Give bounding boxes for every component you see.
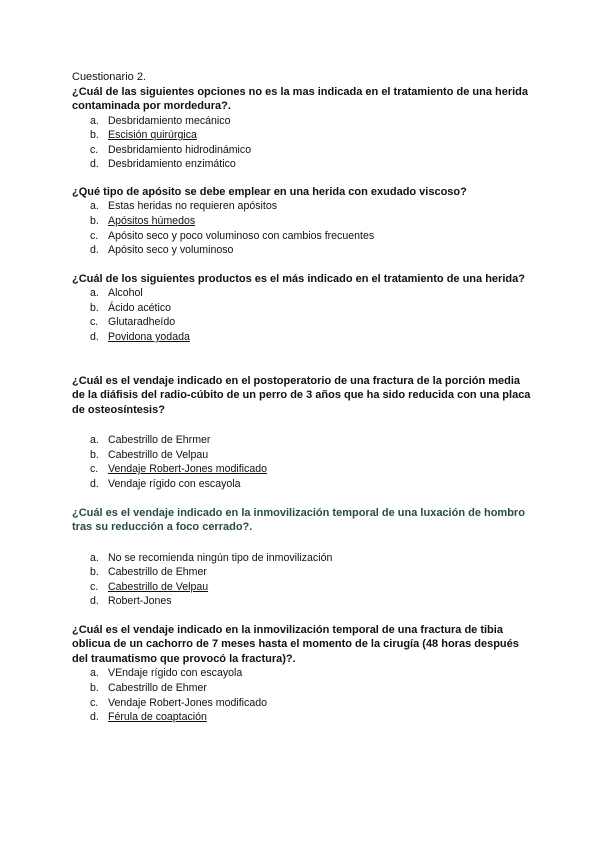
option-letter: b. bbox=[90, 129, 99, 142]
option-text: Estas heridas no requieren apósitos bbox=[108, 200, 278, 213]
option-letter: b. bbox=[90, 301, 99, 314]
question-6-options bbox=[72, 666, 532, 724]
option-text: Desbridamiento enzimático bbox=[108, 158, 236, 171]
option-letter: c. bbox=[90, 463, 99, 476]
option-letter: c. bbox=[90, 580, 99, 593]
option-text: Desbridamiento hidrodinámico bbox=[108, 143, 252, 156]
option-item bbox=[72, 157, 532, 172]
option-item bbox=[72, 128, 532, 143]
option-text: Vendaje rígido con escayola bbox=[108, 477, 241, 490]
option-item bbox=[72, 551, 532, 566]
option-text: Ácido acético bbox=[108, 301, 172, 314]
option-item bbox=[72, 448, 532, 463]
option-item bbox=[72, 286, 532, 301]
option-letter: c. bbox=[90, 143, 99, 156]
option-item bbox=[72, 565, 532, 580]
option-letter: a. bbox=[90, 667, 99, 680]
option-item bbox=[72, 301, 532, 316]
option-text-correct: Vendaje Robert-Jones modificado bbox=[108, 463, 268, 476]
option-letter: a. bbox=[90, 200, 99, 213]
option-letter: c. bbox=[90, 316, 99, 329]
option-item bbox=[72, 477, 532, 492]
option-text-correct: Cabestrillo de Velpau bbox=[108, 580, 209, 593]
spacer bbox=[72, 345, 532, 374]
option-item bbox=[72, 433, 532, 448]
spacer bbox=[72, 172, 532, 185]
option-letter: d. bbox=[90, 477, 99, 490]
question-4-text: ¿Cuál es el vendaje indicado en el postoperatorio de una fractura de la porción media de la diáfisis del radio-cúbito de un perro de 3 años que ha sido reducida con una placa de osteosíntesis? bbox=[72, 374, 531, 416]
question-2-text: ¿Qué tipo de apósito se debe emplear en una herida con exudado viscoso? bbox=[72, 185, 467, 198]
option-letter: b. bbox=[90, 681, 99, 694]
option-item bbox=[72, 243, 532, 258]
question-1-text: ¿Cuál de las siguientes opciones no es la mas indicada en el tratamiento de una herida contaminada por mordedura?. bbox=[72, 85, 529, 112]
option-text: Robert-Jones bbox=[108, 595, 172, 608]
option-letter: b. bbox=[90, 566, 99, 579]
option-text: VEndaje rígido con escayola bbox=[108, 667, 243, 680]
spacer bbox=[72, 258, 532, 272]
option-text-correct: Povidona yodada bbox=[108, 331, 190, 344]
option-item bbox=[72, 681, 532, 696]
option-text-correct: Escisión quirúrgica bbox=[108, 129, 197, 142]
option-text: Glutaradheído bbox=[108, 316, 176, 329]
option-letter: d. bbox=[90, 595, 99, 608]
option-item bbox=[72, 214, 532, 229]
question-4-options bbox=[72, 433, 532, 491]
option-item bbox=[72, 462, 532, 477]
option-item bbox=[72, 580, 532, 595]
option-letter: a. bbox=[90, 551, 99, 564]
option-letter: c. bbox=[90, 696, 99, 709]
option-item bbox=[72, 114, 532, 129]
option-letter: d. bbox=[90, 244, 99, 257]
option-text: Cabestrillo de Velpau bbox=[108, 448, 209, 461]
option-letter: b. bbox=[90, 214, 99, 227]
option-text-correct: Férula de coaptación bbox=[108, 711, 207, 724]
option-text: Desbridamiento mecánico bbox=[108, 114, 231, 127]
option-letter: a. bbox=[90, 434, 99, 447]
option-text: Cabestrillo de Ehmer bbox=[108, 566, 207, 579]
quiz-document bbox=[72, 70, 532, 725]
option-item bbox=[72, 330, 532, 345]
spacer bbox=[72, 417, 532, 433]
option-text: Alcohol bbox=[108, 287, 143, 300]
spacer bbox=[72, 492, 532, 506]
question-5-options bbox=[72, 551, 532, 609]
option-text: Apósito seco y voluminoso bbox=[108, 244, 234, 257]
option-item bbox=[72, 315, 532, 330]
option-text-correct: Apósitos húmedos bbox=[108, 214, 196, 227]
question-2-options bbox=[72, 199, 532, 257]
question-5-text: ¿Cuál es el vendaje indicado en la inmovilización temporal de una luxación de hombro tras su reducción a foco cerrado?. bbox=[72, 506, 525, 533]
option-item bbox=[72, 696, 532, 711]
option-letter: a. bbox=[90, 114, 99, 127]
option-item bbox=[72, 199, 532, 214]
option-text: Cabestrillo de Ehmer bbox=[108, 681, 207, 694]
option-item bbox=[72, 666, 532, 681]
option-text: Vendaje Robert-Jones modificado bbox=[108, 696, 268, 709]
question-1-options bbox=[72, 114, 532, 172]
option-letter: d. bbox=[90, 711, 99, 724]
question-3-text: ¿Cuál de los siguientes productos es el más indicado en el tratamiento de una herida? bbox=[72, 272, 525, 285]
option-letter: d. bbox=[90, 331, 99, 344]
option-item bbox=[72, 710, 532, 725]
option-text: Cabestrillo de Ehrmer bbox=[108, 434, 211, 447]
question-6-text: ¿Cuál es el vendaje indicado en la inmovilización temporal de una fractura de tibia oblicua de un cachorro de 7 meses hasta el momento de la cirugía (48 horas después del traumatismo que provocó la fractura)?. bbox=[72, 623, 519, 665]
option-item bbox=[72, 594, 532, 609]
option-letter: d. bbox=[90, 158, 99, 171]
question-3-options bbox=[72, 286, 532, 344]
option-item bbox=[72, 143, 532, 158]
option-letter: a. bbox=[90, 287, 99, 300]
spacer bbox=[72, 609, 532, 623]
spacer bbox=[72, 535, 532, 551]
option-text: No se recomienda ningún tipo de inmovilización bbox=[108, 551, 333, 564]
option-letter: c. bbox=[90, 229, 99, 242]
option-item bbox=[72, 229, 532, 244]
document-title: Cuestionario 2. bbox=[72, 71, 146, 83]
option-text: Apósito seco y poco voluminoso con cambios frecuentes bbox=[108, 229, 375, 242]
option-letter: b. bbox=[90, 448, 99, 461]
